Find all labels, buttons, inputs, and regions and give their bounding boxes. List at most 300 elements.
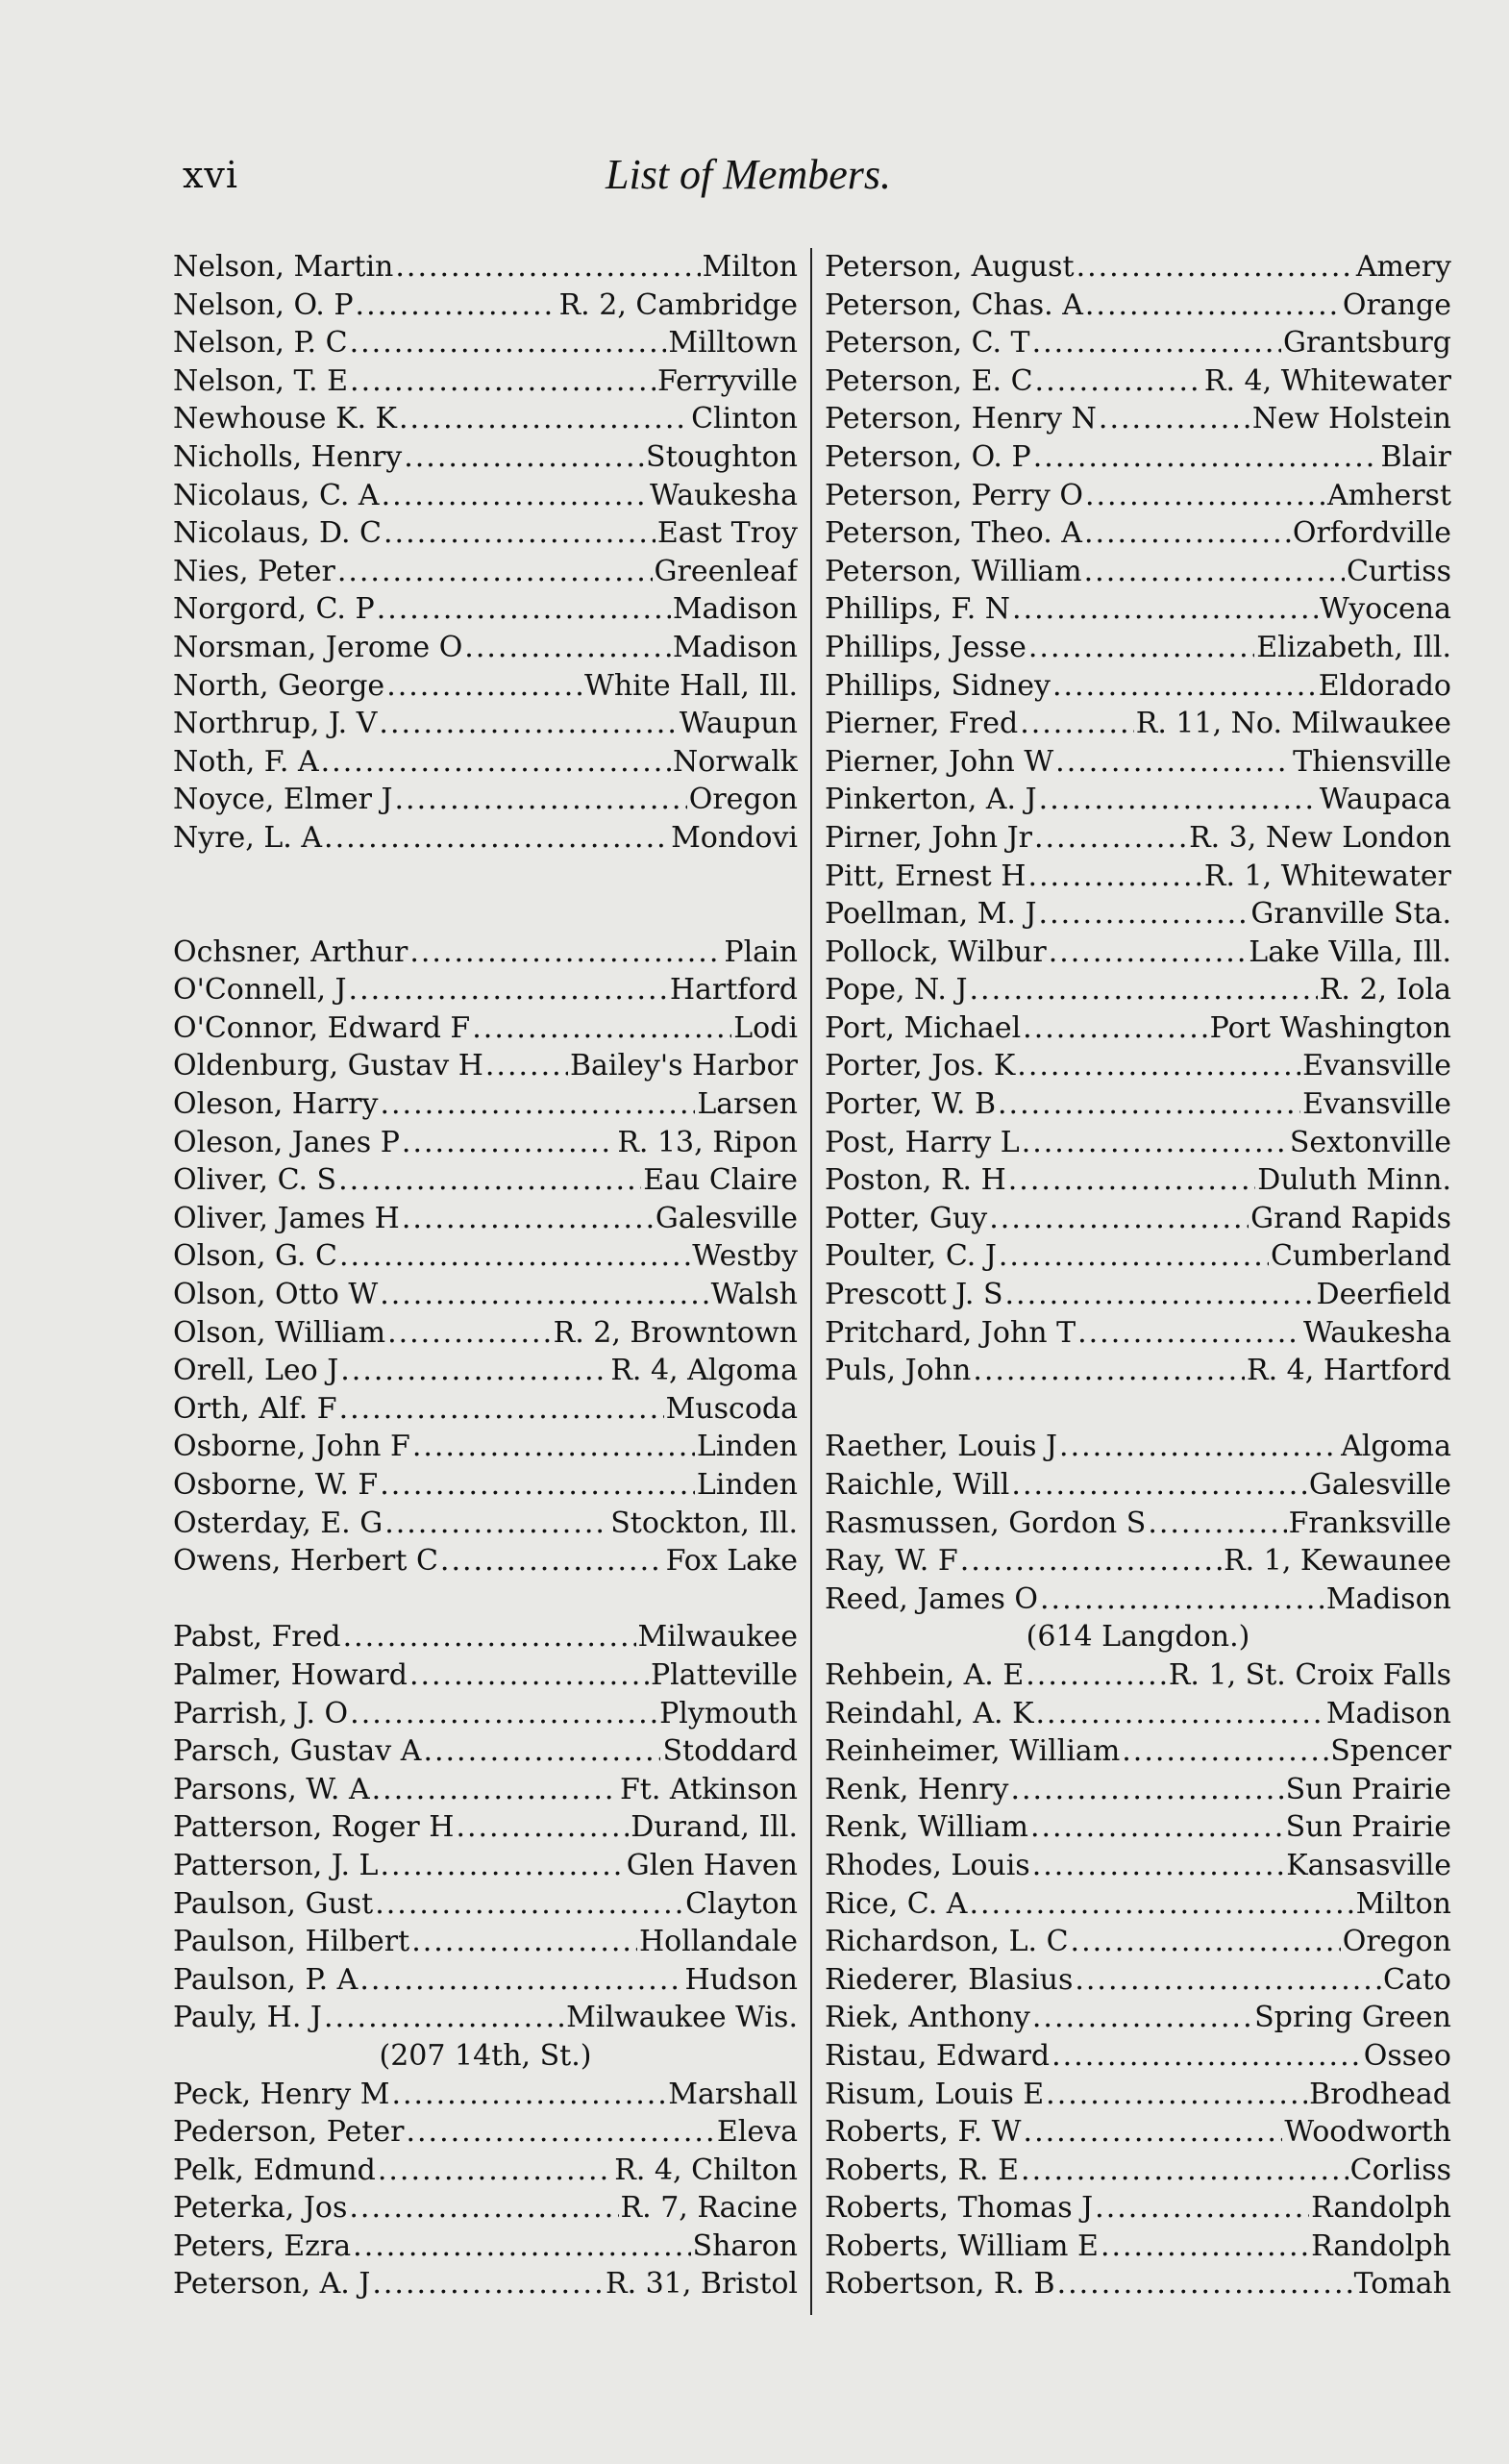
member-place: Hollandale [638, 1925, 798, 1959]
member-name: North, George [173, 668, 385, 703]
dot-leader [440, 1542, 664, 1580]
dot-leader [359, 1961, 682, 2000]
member-place: Deerfield [1316, 1278, 1451, 1312]
dot-leader [1012, 590, 1318, 629]
member-name: Olson, William [173, 1315, 386, 1350]
dot-leader [372, 1771, 618, 1809]
page-title: List of Members. [606, 151, 891, 198]
member-place: Durand, Ill. [631, 1810, 798, 1845]
member-place: Tomah [1353, 2267, 1451, 2302]
member-name: Pope, N. J [825, 973, 968, 1008]
member-name: Porter, Jos. K [825, 1049, 1016, 1083]
member-place: Madison [672, 630, 798, 664]
dot-leader [1071, 1923, 1341, 1961]
dot-leader [411, 1923, 637, 1961]
member-place: Amery [1355, 250, 1451, 284]
member-entry [173, 438, 798, 477]
member-place: Evansville [1302, 1087, 1451, 1122]
dot-leader [380, 1466, 695, 1505]
dot-leader [350, 1695, 657, 1733]
member-entry [825, 2113, 1451, 2152]
member-entry [173, 1124, 798, 1162]
member-name: Reed, James O [825, 1581, 1039, 1616]
member-name: Peterson, A. J [173, 2267, 371, 2302]
member-place: Orange [1342, 287, 1451, 322]
dot-leader [1076, 248, 1354, 286]
member-entry [173, 514, 798, 553]
member-name: Oleson, Harry [173, 1087, 379, 1122]
dot-leader [1020, 705, 1134, 743]
member-place: Greenleaf [654, 554, 798, 588]
dot-leader [1052, 667, 1317, 706]
member-name: Ochsner, Arthur [173, 934, 408, 969]
member-place: Glen Haven [626, 1848, 798, 1882]
member-name: Palmer, Howard [173, 1657, 408, 1692]
member-place: Osseo [1363, 2038, 1451, 2073]
member-entry [825, 1505, 1451, 1543]
member-entry [825, 705, 1451, 743]
member-entry [825, 2189, 1451, 2228]
member-name: O'Connell, J [173, 973, 347, 1008]
member-entry [173, 2228, 798, 2266]
dot-leader [960, 1542, 1222, 1580]
member-place: Eleva [716, 2115, 798, 2150]
dot-leader [1034, 819, 1187, 858]
dot-leader [321, 743, 671, 782]
member-entry [825, 553, 1451, 591]
address-note: (207 14th, St.) [379, 2038, 592, 2073]
member-place: Randolph [1311, 2191, 1451, 2226]
member-place: R. 1, Whitewater [1203, 859, 1451, 893]
member-entry [173, 933, 798, 972]
member-name: Raichle, Will [825, 1468, 1010, 1502]
member-entry [173, 629, 798, 667]
member-entry [825, 438, 1451, 477]
member-name: O'Connor, Edward F [173, 1010, 471, 1045]
dot-leader [1148, 1505, 1286, 1543]
dot-leader [409, 1656, 649, 1695]
member-name: Peterson, August [825, 250, 1075, 284]
dot-leader [402, 1200, 654, 1238]
dot-leader [1032, 324, 1281, 362]
member-name: Pirner, John Jr [825, 820, 1032, 855]
member-entry [825, 1771, 1451, 1809]
member-entry [825, 1085, 1451, 1124]
member-place: Corliss [1349, 2153, 1451, 2187]
member-entry [173, 1656, 798, 1695]
member-place: Blair [1380, 439, 1451, 474]
member-entry [173, 1047, 798, 1085]
dot-leader [1046, 2076, 1307, 2114]
member-entry [173, 362, 798, 401]
member-name: Noyce, Elmer J [173, 783, 393, 817]
member-entry [173, 286, 798, 325]
dot-leader [378, 2152, 612, 2190]
dot-leader [356, 286, 557, 325]
dot-leader [1095, 2189, 1309, 2228]
member-name: Peterson, Henry N [825, 402, 1097, 436]
member-place: Milton [702, 250, 798, 284]
member-name: Robertson, R. B [825, 2267, 1055, 2302]
member-entry [825, 933, 1451, 972]
member-entry [825, 1237, 1451, 1276]
member-name: Renk, William [825, 1810, 1028, 1845]
dot-leader [1101, 2228, 1309, 2266]
dot-leader [349, 971, 668, 1009]
member-entry [173, 1085, 798, 1124]
member-entry [825, 514, 1451, 553]
member-entry [173, 1885, 798, 1924]
dot-leader [387, 1314, 552, 1353]
member-place: Granville Sta. [1250, 897, 1451, 932]
member-place: Grand Rapids [1250, 1201, 1451, 1235]
member-name: Oleson, Janes P [173, 1125, 400, 1159]
member-place: Elizabeth, Ill. [1256, 630, 1451, 664]
dot-leader [1011, 1466, 1307, 1505]
member-place: Milwaukee Wis. [566, 2001, 798, 2035]
member-entry [825, 1580, 1451, 1619]
dot-leader [1049, 933, 1248, 972]
member-place: R. 13, Ripon [617, 1125, 798, 1159]
dot-leader [377, 590, 671, 629]
member-entry [173, 1466, 798, 1505]
dot-leader [969, 1885, 1353, 1924]
left-member-column [173, 248, 798, 2303]
dot-leader [1075, 1961, 1381, 2000]
dot-leader [973, 1352, 1245, 1390]
member-entry [173, 1847, 798, 1885]
member-place: R. 7, Racine [620, 2191, 798, 2226]
member-name: Renk, Henry [825, 1772, 1009, 1806]
member-name: Nelson, Martin [173, 250, 394, 284]
member-name: Poston, R. H [825, 1163, 1006, 1198]
member-name: Pelk, Edmund [173, 2153, 376, 2187]
member-entry [173, 1009, 798, 1048]
right-member-column [825, 248, 1451, 2303]
member-place: Cumberland [1270, 1239, 1451, 1274]
member-place: Stoughton [646, 439, 798, 474]
member-place: R. 4, Hartford [1247, 1354, 1451, 1388]
member-place: Mondovi [671, 820, 798, 855]
member-name: Newhouse K. K [173, 402, 397, 436]
member-place: Waupun [679, 707, 798, 741]
member-name: Risum, Louis E [825, 2077, 1045, 2111]
member-place: New Holstein [1251, 402, 1451, 436]
dot-leader [338, 1161, 641, 1200]
dot-leader [423, 1732, 660, 1771]
member-name: Phillips, Sidney [825, 668, 1051, 703]
member-place: Waukesha [1303, 1315, 1451, 1350]
dot-leader [337, 553, 653, 591]
dot-leader [343, 1618, 636, 1656]
dot-leader [1026, 1656, 1167, 1695]
dot-leader [1084, 514, 1291, 553]
member-name: Nelson, P. C [173, 326, 348, 361]
dot-leader [375, 1885, 683, 1924]
dot-leader [1040, 1580, 1324, 1619]
dot-leader [464, 629, 671, 667]
member-name: Osborne, W. F [173, 1468, 379, 1502]
section-gap [173, 858, 798, 896]
dot-leader [1030, 1808, 1284, 1847]
dot-leader [386, 667, 582, 706]
dot-leader [372, 2265, 604, 2303]
dot-leader [409, 933, 722, 972]
dot-leader [456, 1808, 629, 1847]
page-number: xvi [183, 154, 239, 196]
member-entry [825, 1428, 1451, 1466]
member-name: Roberts, F. W [825, 2115, 1022, 2150]
member-name: Peters, Ezra [173, 2228, 352, 2263]
member-place: Platteville [650, 1657, 798, 1692]
member-name: Nelson, T. E [173, 363, 349, 398]
member-entry [825, 629, 1451, 667]
dot-leader [350, 362, 656, 401]
member-name: Riek, Anthony [825, 2001, 1030, 2035]
member-name: Pollock, Wilbur [825, 934, 1047, 969]
dot-leader [399, 400, 689, 438]
member-name: Roberts, William E [825, 2228, 1099, 2263]
dot-leader [1085, 477, 1325, 515]
dot-leader [1010, 1771, 1283, 1809]
dot-leader [1077, 1314, 1301, 1353]
member-name: Patterson, J. L [173, 1848, 379, 1882]
member-entry [173, 971, 798, 1009]
member-name: Olson, Otto W [173, 1278, 379, 1312]
member-entry [173, 1237, 798, 1276]
section-gap [173, 895, 798, 933]
member-entry [173, 1352, 798, 1390]
member-name: Patterson, Roger H [173, 1810, 455, 1845]
dot-leader [1035, 362, 1202, 401]
member-entry [825, 1999, 1451, 2037]
member-entry [825, 590, 1451, 629]
dot-leader [383, 514, 656, 553]
member-name: Richardson, L. C [825, 1925, 1069, 1959]
member-entry [825, 1923, 1451, 1961]
member-place: Sextonville [1289, 1125, 1451, 1159]
dot-leader [1051, 2037, 1362, 2076]
member-entry [825, 248, 1451, 286]
member-place: Kansasville [1286, 1848, 1451, 1882]
member-name: Peterson, Theo. A [825, 516, 1082, 551]
member-place: R. 4, Algoma [610, 1354, 798, 1388]
section-gap [173, 1580, 798, 1619]
member-place: Duluth Minn. [1257, 1163, 1451, 1198]
member-entry [173, 781, 798, 819]
member-place: Madison [1325, 1696, 1451, 1730]
dot-leader [1057, 2265, 1352, 2303]
member-name: Ray, W. F [825, 1544, 958, 1579]
dot-leader [970, 971, 1318, 1009]
member-name: Post, Harry L [825, 1125, 1020, 1159]
member-entry [173, 400, 798, 438]
member-name: Prescott J. S [825, 1278, 1003, 1312]
member-name: Nicholls, Henry [173, 439, 403, 474]
member-entry [173, 553, 798, 591]
member-place: Milton [1355, 1886, 1451, 1921]
member-name: Phillips, Jesse [825, 630, 1027, 664]
member-name: Paulson, Gust [173, 1886, 374, 1921]
member-name: Peck, Henry M [173, 2077, 390, 2111]
member-entry [173, 819, 798, 858]
member-entry [825, 1276, 1451, 1314]
member-name: Porter, W. B [825, 1087, 997, 1122]
member-place: R. 1, St. Croix Falls [1168, 1657, 1451, 1692]
member-entry [173, 1808, 798, 1847]
dot-leader [1084, 553, 1345, 591]
dot-leader [1022, 1124, 1288, 1162]
member-name: Poellman, M. J [825, 897, 1037, 932]
member-entry [173, 1923, 798, 1961]
member-entry [825, 781, 1451, 819]
member-place: Stockton, Ill. [610, 1506, 798, 1540]
member-place: Madison [1325, 1581, 1451, 1616]
member-name: Phillips, F. N [825, 592, 1011, 627]
member-entry [173, 1961, 798, 2000]
member-place: Woodworth [1284, 2115, 1451, 2150]
member-entry [825, 1161, 1451, 1200]
dot-leader [1039, 781, 1318, 819]
member-entry [825, 971, 1451, 1009]
dot-leader [339, 1390, 664, 1429]
member-place: Milwaukee [637, 1620, 798, 1655]
member-name: Nicolaus, D. C [173, 516, 382, 551]
member-entry [825, 1656, 1451, 1695]
member-name: Pederson, Peter [173, 2115, 405, 2150]
member-place: Walsh [710, 1278, 798, 1312]
dot-leader [380, 1085, 695, 1124]
member-entry [173, 1428, 798, 1466]
member-name: Peterson, Chas. A [825, 287, 1083, 322]
member-name: Pabst, Fred [173, 1620, 341, 1655]
member-name: Orell, Leo J [173, 1354, 339, 1388]
member-name: Rehbein, A. E [825, 1657, 1025, 1692]
member-entry [173, 2152, 798, 2190]
member-place: Fox Lake [665, 1544, 798, 1579]
member-entry [825, 324, 1451, 362]
member-entry [173, 1161, 798, 1200]
dot-leader [1027, 858, 1201, 896]
dot-leader [391, 2076, 666, 2114]
member-name: Peterka, Jos [173, 2191, 348, 2226]
member-entry [825, 1352, 1451, 1390]
member-name: Poulter, C. J [825, 1239, 997, 1274]
member-place: Bailey's Harbor [570, 1049, 798, 1083]
column-divider [810, 248, 812, 2315]
member-name: Norgord, C. P [173, 592, 375, 627]
member-name: Riederer, Blasius [825, 1962, 1074, 1997]
member-name: Olson, G. C [173, 1239, 337, 1274]
member-entry [825, 2228, 1451, 2266]
member-entry [173, 1771, 798, 1809]
member-place: Clayton [685, 1886, 798, 1921]
member-entry [173, 2265, 798, 2303]
member-name: Peterson, William [825, 554, 1082, 588]
member-place: R. 2, Iola [1319, 973, 1451, 1008]
member-place: Randolph [1311, 2228, 1451, 2263]
member-place: Orfordville [1292, 516, 1451, 551]
member-name: Raether, Louis J [825, 1430, 1058, 1464]
member-name: Puls, John [825, 1354, 972, 1388]
dot-leader [412, 1428, 695, 1466]
member-entry [825, 1124, 1451, 1162]
member-entry [173, 248, 798, 286]
member-name: Pinkerton, A. J [825, 783, 1037, 817]
member-entry [825, 819, 1451, 858]
member-name: Noth, F. A [173, 744, 319, 779]
dot-leader [989, 1200, 1249, 1238]
dot-leader [1028, 629, 1254, 667]
member-place: Hudson [684, 1962, 798, 1997]
dot-leader [1036, 1695, 1324, 1733]
dot-leader [384, 1505, 608, 1543]
dot-leader [382, 477, 648, 515]
member-entry [825, 1466, 1451, 1505]
member-place: R. 1, Kewaunee [1224, 1544, 1451, 1579]
dot-leader [380, 1847, 624, 1885]
member-name: Rice, C. A [825, 1886, 968, 1921]
member-entry [173, 324, 798, 362]
member-entry [825, 1695, 1451, 1733]
member-entry [825, 1885, 1451, 1924]
dot-leader [999, 1237, 1269, 1276]
member-place: Oregon [1342, 1925, 1451, 1959]
member-name: Rhodes, Louis [825, 1848, 1030, 1882]
member-entry [825, 286, 1451, 325]
member-name: Pitt, Ernest H [825, 859, 1027, 893]
member-place: Evansville [1302, 1049, 1451, 1083]
member-place: Larsen [697, 1087, 798, 1122]
member-entry [825, 2037, 1451, 2076]
dot-leader [1122, 1732, 1328, 1771]
dot-leader [1008, 1161, 1256, 1200]
member-entry [825, 1009, 1451, 1048]
member-place: Ft. Atkinson [619, 1772, 798, 1806]
member-name: Peterson, O. P [825, 439, 1031, 474]
dot-leader [1032, 1999, 1252, 2037]
dot-leader [379, 705, 677, 743]
member-place: Eldorado [1318, 668, 1451, 703]
member-entry [825, 1542, 1451, 1580]
member-place: Linden [696, 1430, 798, 1464]
member-place: East Troy [656, 516, 798, 551]
member-place: Eau Claire [643, 1163, 798, 1198]
member-entry [825, 1047, 1451, 1085]
member-name: Nelson, O. P [173, 287, 354, 322]
member-place: Plymouth [659, 1696, 798, 1730]
member-entry [825, 1808, 1451, 1847]
member-place: Milltown [668, 326, 798, 361]
dot-leader [406, 2113, 714, 2152]
dot-leader [324, 819, 669, 858]
dot-leader [1024, 2113, 1283, 2152]
member-place: R. 4, Chilton [614, 2153, 798, 2187]
member-place: Algoma [1341, 1430, 1451, 1464]
member-entry [173, 1618, 798, 1656]
member-entry [825, 1314, 1451, 1353]
member-name: Owens, Herbert C [173, 1544, 438, 1579]
member-name: Nicolaus, C. A [173, 478, 380, 512]
member-name: Peterson, Perry O [825, 478, 1083, 512]
member-place: Plain [724, 934, 798, 969]
dot-leader [350, 324, 667, 362]
member-entry [825, 895, 1451, 933]
dot-leader [395, 248, 700, 286]
member-place: Franksville [1288, 1506, 1451, 1540]
member-entry [825, 2152, 1451, 2190]
member-entry [825, 858, 1451, 896]
